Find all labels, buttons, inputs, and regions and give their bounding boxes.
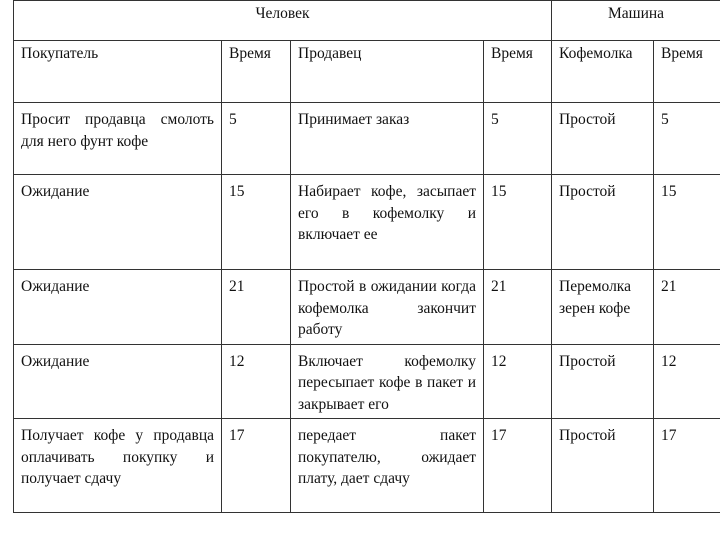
grinder-time-cell: 12 (654, 344, 720, 419)
grinder-time-cell: 5 (654, 103, 720, 175)
seller-cell: Простой в ожидании когда кофемолка закончит работу (291, 270, 484, 345)
grinder-cell: Перемолка зерен кофе (552, 270, 654, 345)
grinder-time-cell: 15 (654, 175, 720, 270)
buyer-cell: Ожидание (14, 175, 222, 270)
table-row (14, 175, 720, 270)
process-table (13, 0, 720, 513)
column-header-row (14, 41, 720, 103)
seller-cell: Принимает заказ (291, 103, 484, 175)
seller-time-cell: 12 (484, 344, 552, 419)
seller-time-cell: 15 (484, 175, 552, 270)
table-row (14, 419, 720, 513)
seller-cell: Набирает кофе, засыпает его в кофемолку и включает ее (291, 175, 484, 270)
header-time-buyer: Время (222, 41, 291, 103)
grinder-time-cell: 17 (654, 419, 720, 513)
grinder-cell: Простой (552, 103, 654, 175)
buyer-time-cell: 17 (222, 419, 291, 513)
seller-time-cell: 21 (484, 270, 552, 345)
buyer-time-cell: 15 (222, 175, 291, 270)
group-header-row (14, 1, 720, 41)
header-time-grinder: Время (654, 41, 720, 103)
header-time-seller: Время (484, 41, 552, 103)
buyer-cell: Ожидание (14, 270, 222, 345)
header-buyer: Покупатель (14, 41, 222, 103)
table-row (14, 344, 720, 419)
grinder-time-cell: 21 (654, 270, 720, 345)
grinder-cell: Простой (552, 419, 654, 513)
table-row (14, 270, 720, 345)
buyer-cell: Получает кофе у продавца оплачивать покупку и получает сдачу (14, 419, 222, 513)
grinder-cell: Простой (552, 175, 654, 270)
header-grinder: Кофемолка (552, 41, 654, 103)
header-seller: Продавец (291, 41, 484, 103)
seller-cell: передает пакет покупателю, ожидает плату, дает сдачу (291, 419, 484, 513)
table-row (14, 103, 720, 175)
group-human: Человек (14, 1, 552, 41)
buyer-time-cell: 5 (222, 103, 291, 175)
seller-time-cell: 5 (484, 103, 552, 175)
buyer-cell: Ожидание (14, 344, 222, 419)
group-machine: Машина (552, 1, 720, 41)
buyer-time-cell: 12 (222, 344, 291, 419)
buyer-cell: Просит продавца смолоть для него фунт кофе (14, 103, 222, 175)
buyer-time-cell: 21 (222, 270, 291, 345)
seller-time-cell: 17 (484, 419, 552, 513)
grinder-cell: Простой (552, 344, 654, 419)
seller-cell: Включает кофемолку пересыпает кофе в пакет и закрывает его (291, 344, 484, 419)
